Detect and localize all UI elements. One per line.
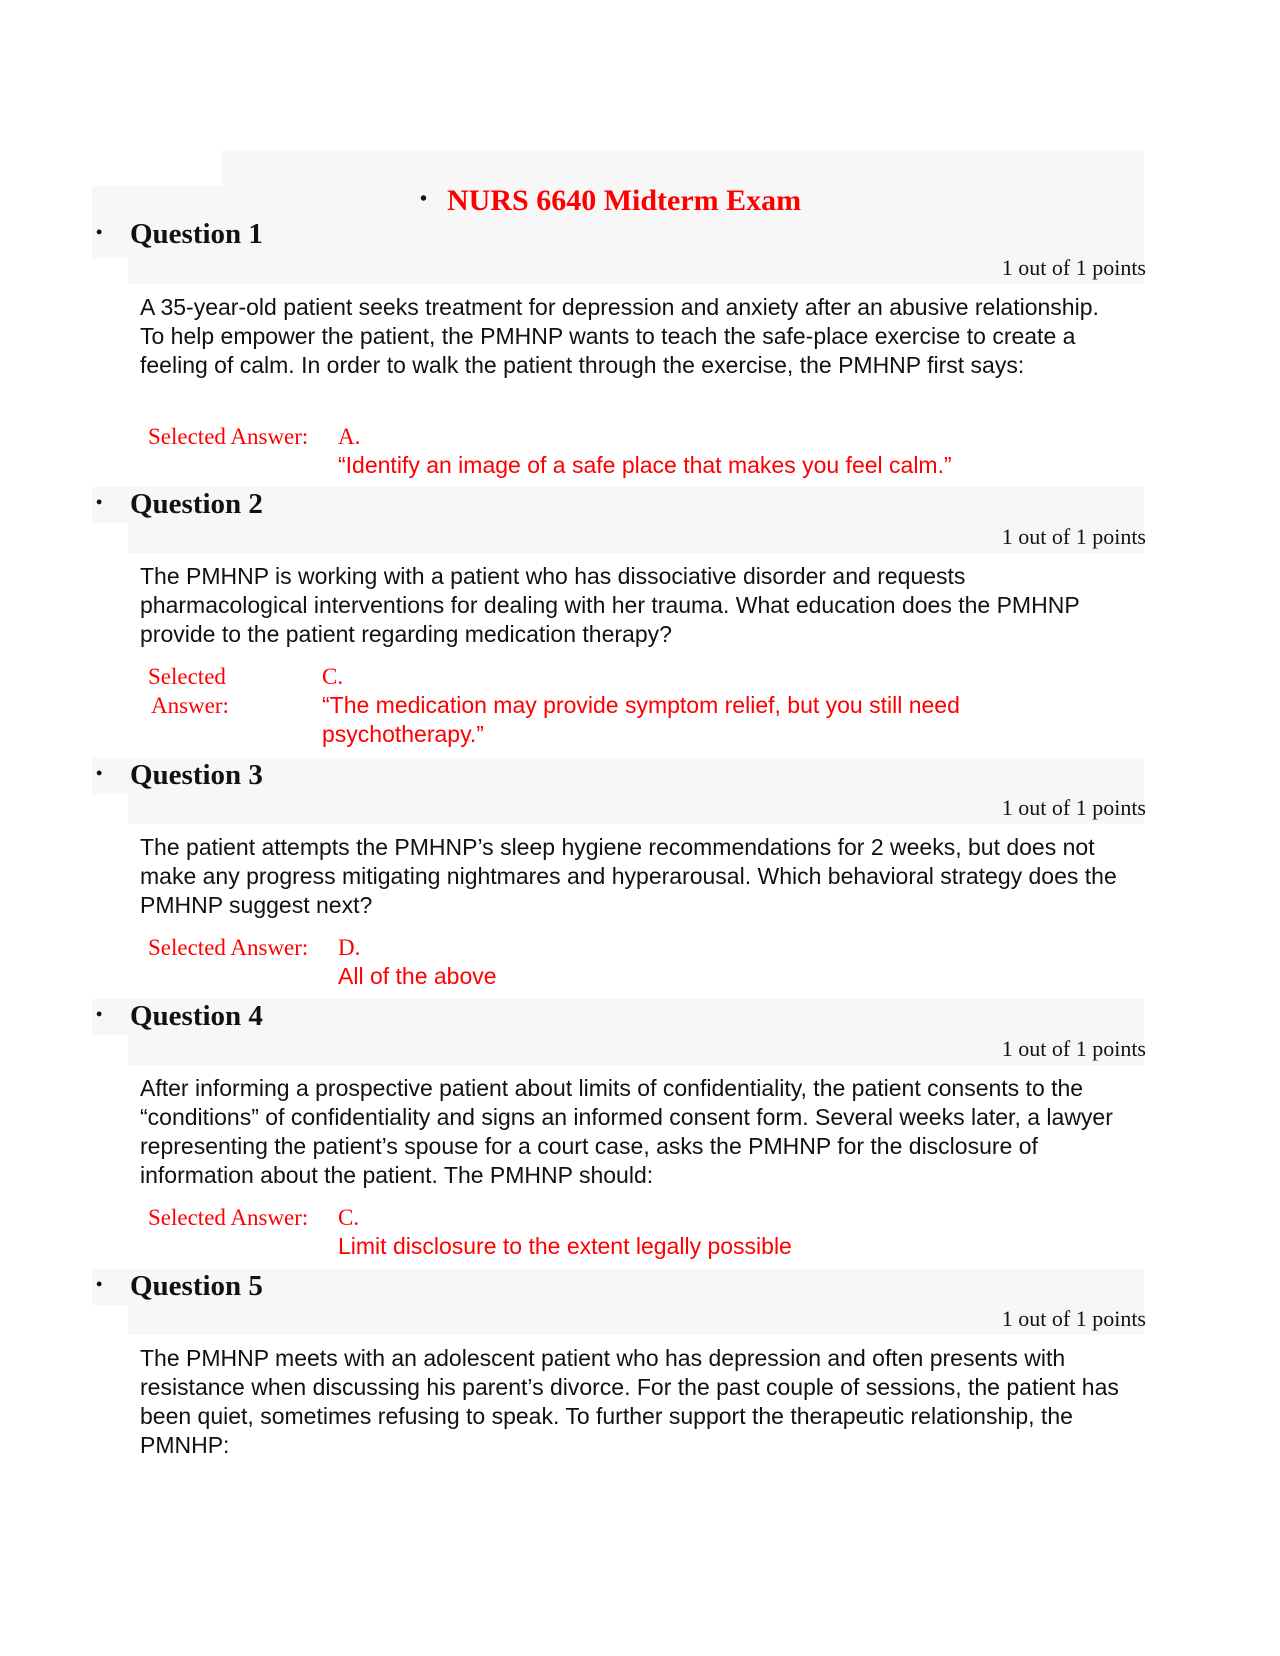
selected-answer-label: Selected Answer:: [148, 424, 309, 449]
bullet-icon: •: [96, 1004, 103, 1024]
points-score: 1 out of 1 points: [1001, 255, 1146, 280]
points-band: [128, 1035, 1144, 1065]
selected-answer-label: Answer:: [151, 693, 229, 718]
answer-text: “The medication may provide symptom relief, but you still need psychotherapy.”: [322, 692, 960, 747]
selected-answer-label: Selected Answer:: [148, 1205, 309, 1230]
answer-letter: A.: [338, 424, 361, 449]
header-band: [222, 150, 1144, 188]
answer-letter: C.: [338, 1205, 360, 1230]
question-text: A 35-year-old patient seeks treatment for depression and anxiety after an abusive relationship. To help empower the patient, the PMHNP wants to teach the safe-place exercise to create a feeling of calm. In order to walk the patient through the exercise, the PMHNP first says:: [140, 294, 1099, 378]
question-title: • Question 4: [96, 1000, 263, 1032]
question-title: • Question 1: [96, 218, 263, 250]
points-score: 1 out of 1 points: [1001, 1036, 1146, 1061]
answer-letter: C.: [322, 664, 344, 689]
answer-letter: D.: [338, 935, 361, 960]
exam-title: • NURS 6640 Midterm Exam: [420, 184, 802, 217]
answer-text: Limit disclosure to the extent legally possible: [338, 1233, 792, 1259]
bullet-icon: •: [96, 763, 103, 783]
points-band: [128, 1305, 1144, 1335]
question-title: • Question 2: [96, 488, 263, 520]
question-text: The PMHNP is working with a patient who has dissociative disorder and requests pharmacological interventions for dealing with her trauma. What education does the PMHNP provide to the patient regarding medication therapy?: [140, 563, 1080, 647]
answer-text: “Identify an image of a safe place that makes you feel calm.”: [338, 452, 952, 478]
points-score: 1 out of 1 points: [1001, 524, 1146, 549]
bullet-icon: •: [96, 492, 103, 512]
points-band: [128, 794, 1144, 824]
question-title: • Question 3: [96, 759, 263, 791]
question-text: After informing a prospective patient about limits of confidentiality, the patient consents to the “conditions” of confidentiality and signs an informed consent form. Several weeks later, a lawyer representing the patient’s spouse for a court case, asks the PMHNP for the disclosure of information about the patient. The PMHNP should:: [140, 1075, 1113, 1188]
bullet-icon: •: [96, 1274, 103, 1294]
points-band: [128, 254, 1144, 284]
selected-answer-label: Selected: [148, 664, 226, 689]
selected-answer-label: Selected Answer:: [148, 935, 309, 960]
answer-text: All of the above: [338, 963, 497, 989]
question-text: The PMHNP meets with an adolescent patient who has depression and often presents with resistance when discussing his parent’s divorce. For the past couple of sessions, the patient has been quiet, sometimes refusing to speak. To further support the therapeutic relationship, the PMNHP:: [140, 1345, 1119, 1458]
bullet-icon: •: [420, 188, 428, 210]
points-band: [128, 523, 1144, 553]
points-score: 1 out of 1 points: [1001, 1306, 1146, 1331]
question-title: • Question 5: [96, 1270, 263, 1302]
question-text: The patient attempts the PMHNP’s sleep hygiene recommendations for 2 weeks, but does not make any progress mitigating nightmares and hyperarousal. Which behavioral strategy does the PMHNP suggest next?: [140, 834, 1117, 918]
bullet-icon: •: [96, 222, 103, 242]
points-score: 1 out of 1 points: [1001, 795, 1146, 820]
